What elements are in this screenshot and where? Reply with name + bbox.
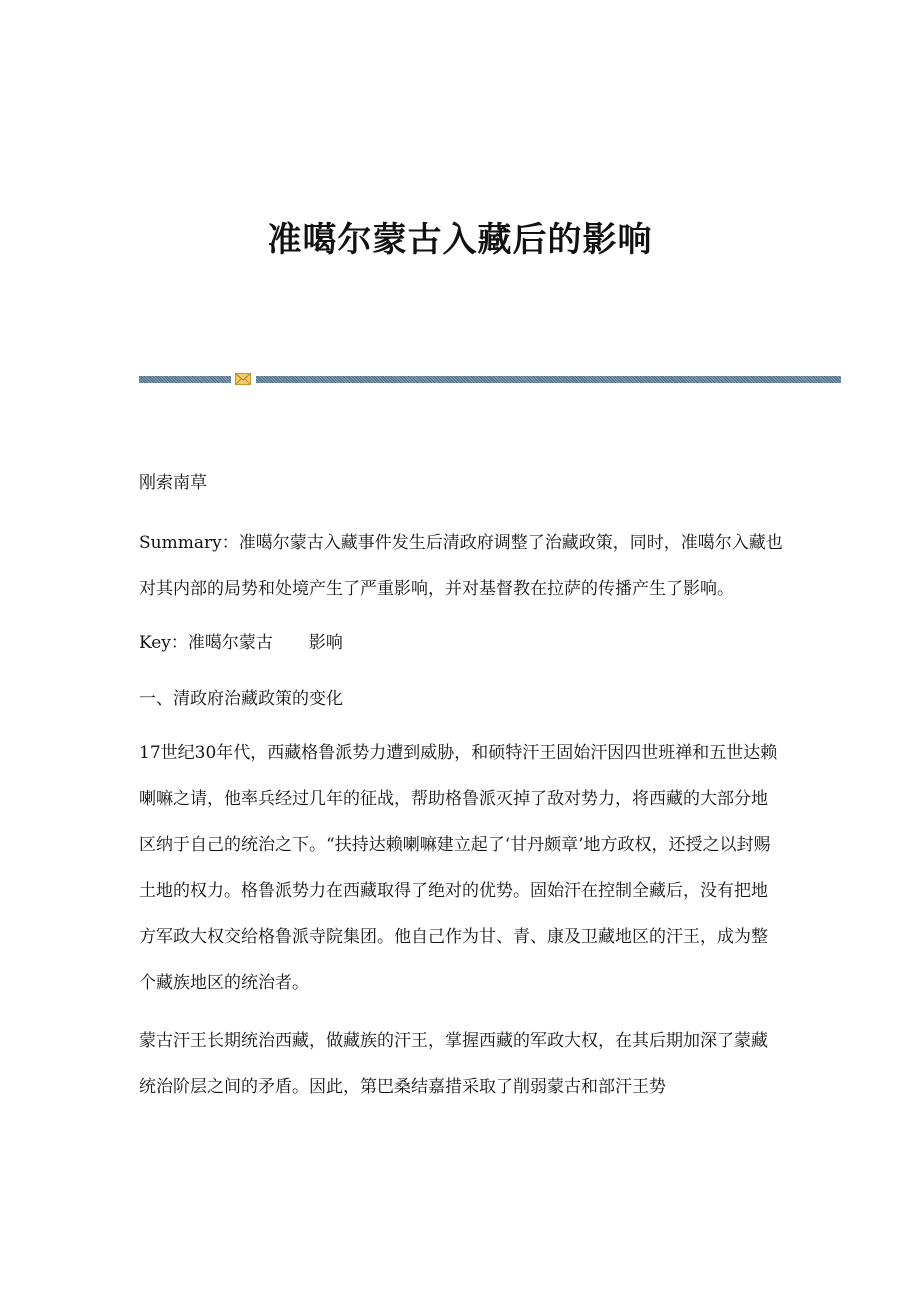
summary-label: Summary：	[139, 533, 239, 553]
divider-bar-right	[256, 376, 841, 383]
divider-bar-left	[139, 376, 231, 383]
keyword: 影响	[308, 633, 343, 653]
envelope-icon	[235, 373, 251, 385]
title-divider	[139, 375, 841, 384]
author-name: 刚索南草	[139, 473, 207, 493]
document-title: 准噶尔蒙古入藏后的影响	[267, 220, 653, 260]
summary-text: 准噶尔蒙古入藏事件发生后清政府调整了治藏政策，同时，准噶尔入藏也对其内部的局势和处境产生了严重影响，并对基督教在拉萨的传播产生了影响。	[139, 533, 783, 599]
body-paragraph: 蒙古汗王长期统治西藏，做藏族的汗王，掌握西藏的军政大权，在其后期加深了蒙藏统治阶层之间的矛盾。因此，第巴桑结嘉措采取了削弱蒙古和部汗王势	[139, 1031, 768, 1097]
document-body	[139, 466, 784, 1110]
keywords-label: Key：	[139, 633, 188, 653]
section-heading: 一、清政府治藏政策的变化	[139, 689, 343, 709]
summary-paragraph	[139, 520, 784, 612]
keyword: 准噶尔蒙古	[187, 633, 273, 653]
body-paragraph: 17世纪30年代，西藏格鲁派势力遭到威胁，和硕特汗王固始汗因四世班禅和五世达赖喇嘛之请，他率兵经过几年的征战，帮助格鲁派灭掉了敌对势力，将西藏的大部分地区纳于自己的统治之下。“扶持达赖喇嘛建立起了‘甘丹颇章’地方政权，还授之以封赐土地的权力。格鲁派势力在西藏取得了绝对的优势。固始汗在控制全藏后，没有把地方军政大权交给格鲁派寺院集团。他自己作为甘、青、康及卫藏地区的汗王，成为整个藏族地区的统治者。	[139, 743, 778, 993]
keywords-line	[139, 626, 784, 660]
